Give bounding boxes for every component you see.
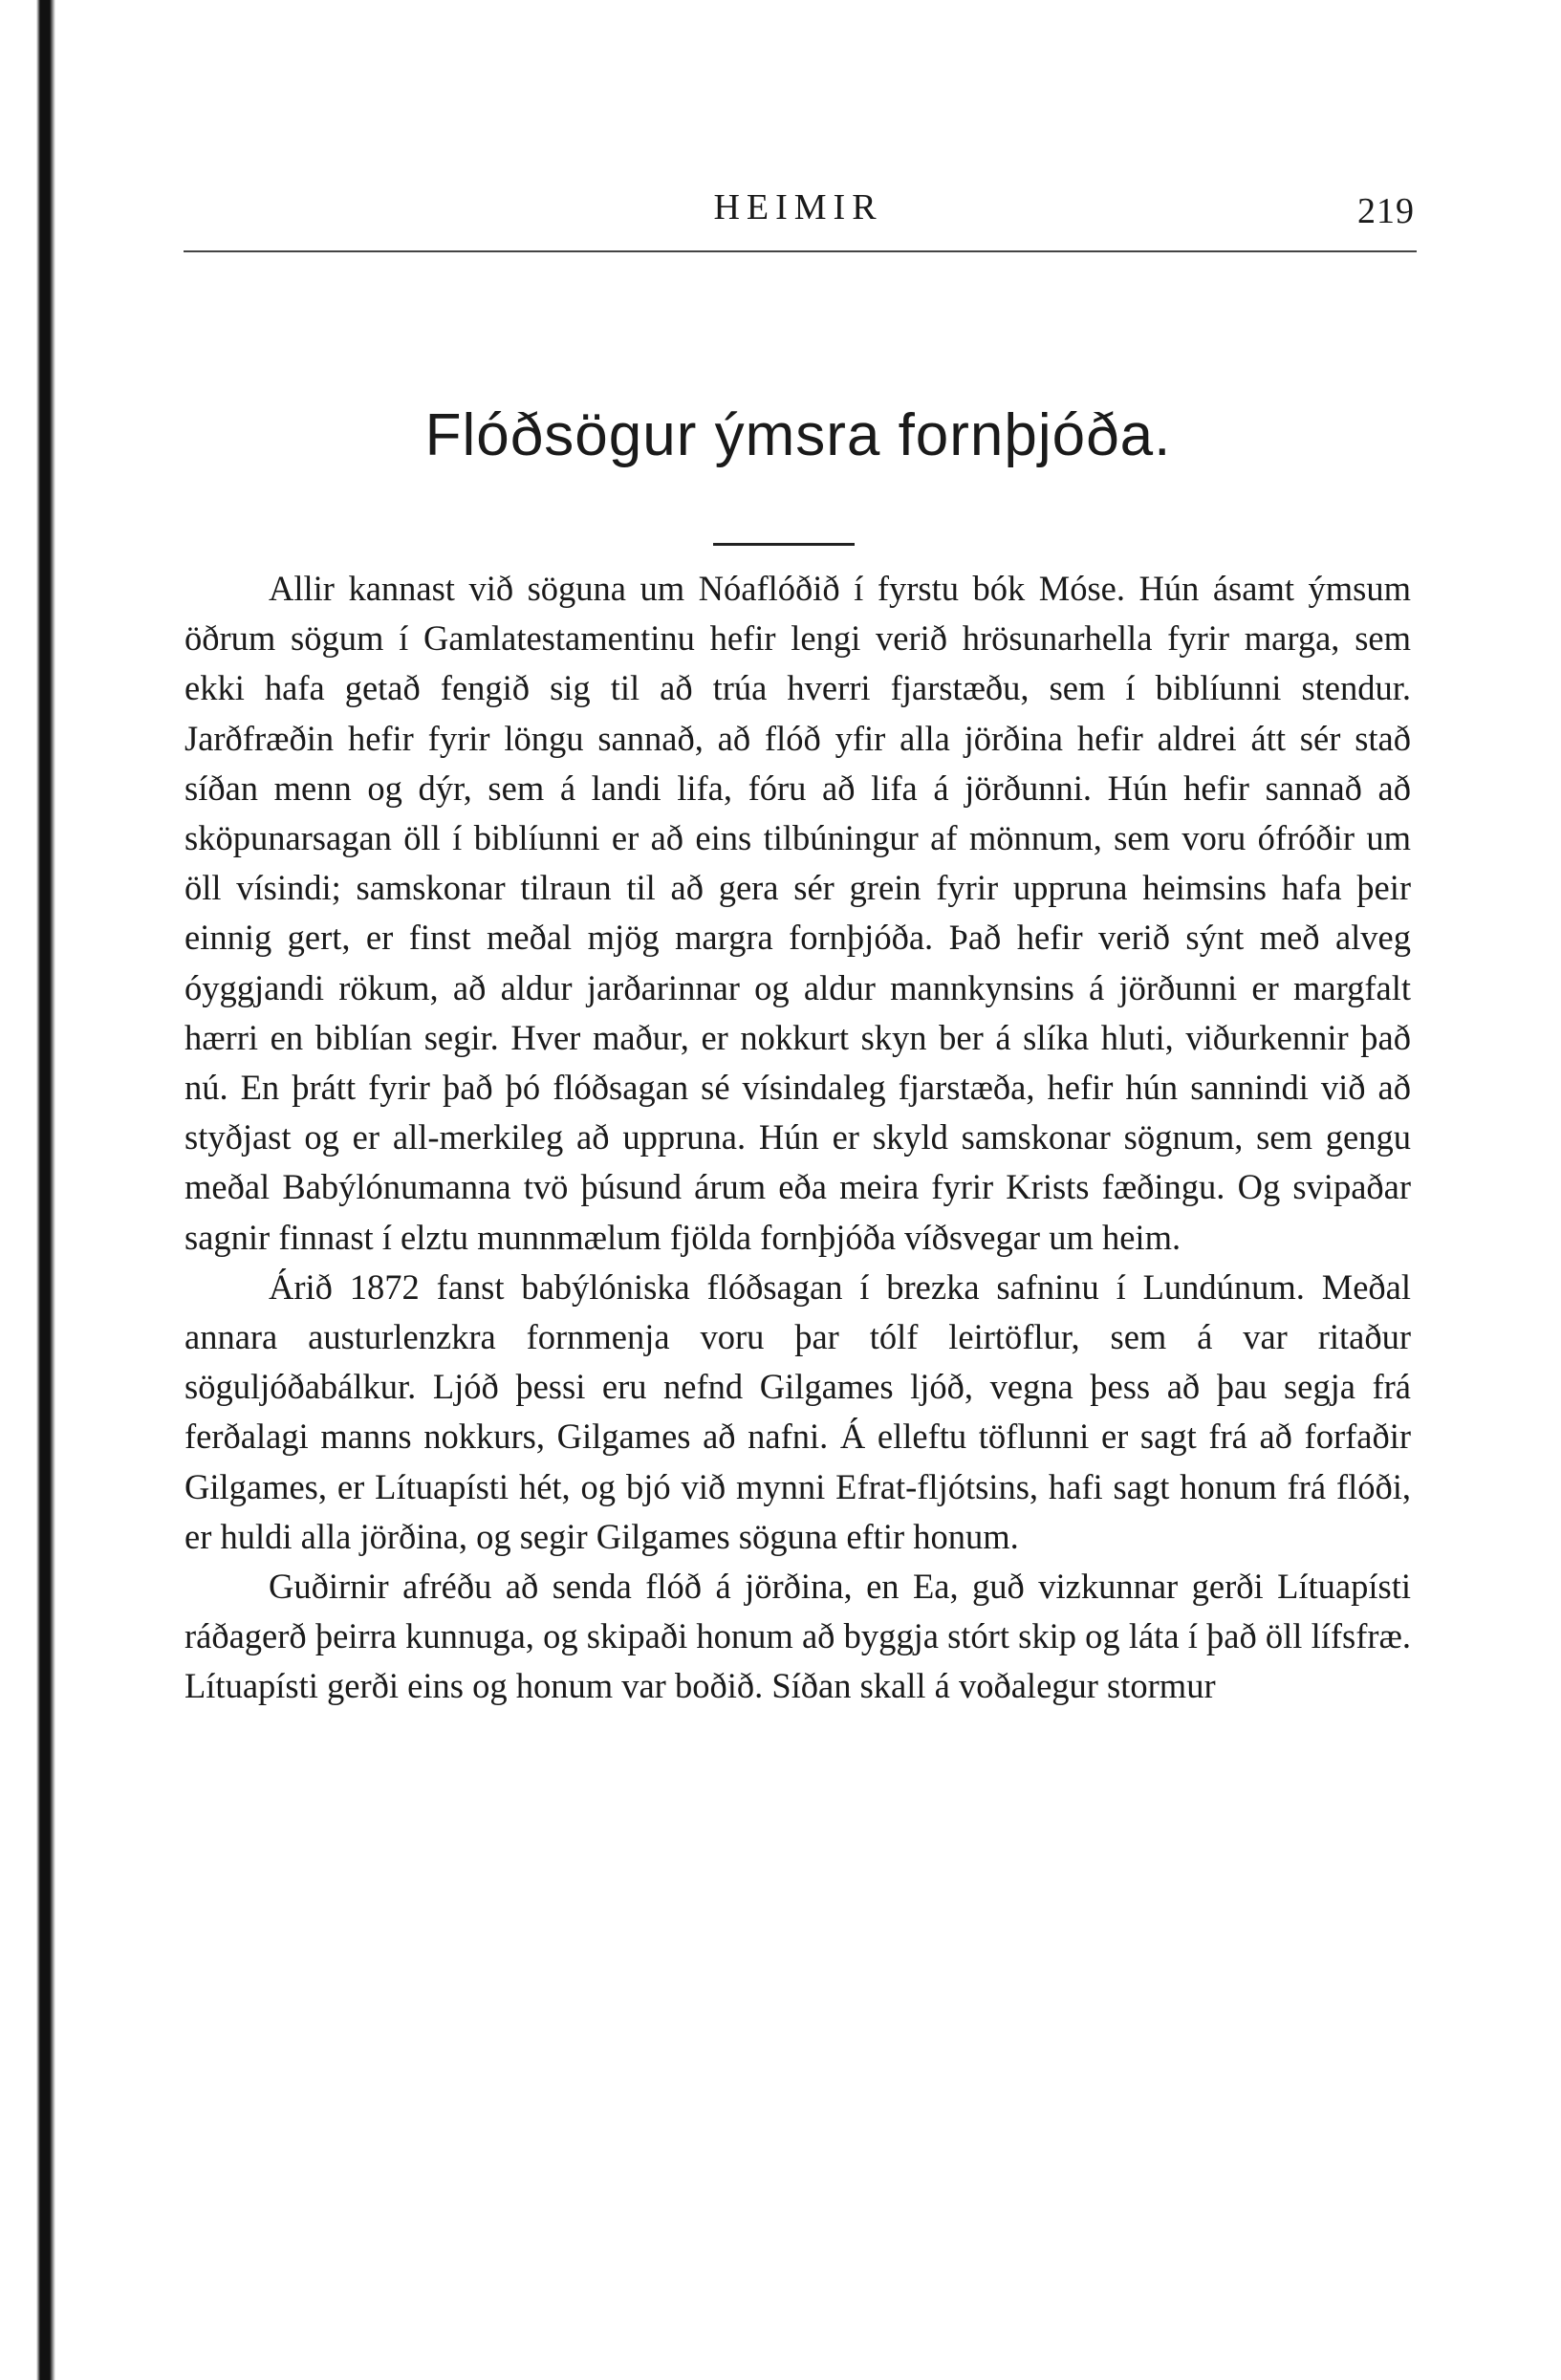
title-rule bbox=[713, 543, 855, 546]
paragraph: Árið 1872 fanst babýlóniska flóðsagan í brezka safninu í Lundúnum. Meðal annara austurlenzkra fornmenja voru þar tólf leirtöflur, sem á var ritaður söguljóðabálkur. Ljóð þessi eru nefnd Gilgames ljóð, vegna þess að þau segja frá ferðalagi manns nokkurs, Gilgames að nafni. Á elleftu töflunni er sagt frá að forfaðir Gilgames, er Lítuapísti hét, og bjó við mynni Efrat-fljótsins, hafi sagt honum frá flóði, er huldi alla jörðina, og segir Gilgames söguna eftir honum. bbox=[184, 1266, 1411, 1556]
article-body bbox=[184, 564, 1411, 1712]
paragraph: Guðirnir afréðu að senda flóð á jörðina, en Ea, guð vizkunnar gerði Lítuapísti ráðagerð þeirra kunnuga, og skipaði honum að byggja stórt skip og láta í það öll lífsfræ. Lítuapísti gerði eins og honum var boðið. Síðan skall á voðalegur stormur bbox=[184, 1567, 1411, 1706]
book-spine-shadow bbox=[0, 0, 59, 2380]
header-rule bbox=[184, 250, 1417, 252]
running-header bbox=[182, 186, 1415, 244]
article-title: Flóðsögur ýmsra fornþjóða. bbox=[424, 402, 1172, 468]
running-title: HEIMIR bbox=[713, 187, 883, 227]
paragraph: Allir kannast við söguna um Nóaflóðið í fyrstu bók Móse. Hún ásamt ýmsum öðrum sögum í Gamlatestamentinu hefir lengi verið hrösunarhella fyrir marga, sem ekki hafa getað fengið sig til að trúa hverri fjarstæðu, sem í biblíunni stendur. Jarðfræðin hefir fyrir löngu sannað, að flóð yfir alla jörðina hefir aldrei átt sér stað síðan menn og dýr, sem á landi lifa, fóru að lifa á jörðunni. Hún hefir sannað að sköpunarsagan öll í biblíunni er að eins tilbúningur af mönnum, sem voru ófróðir um öll vísindi; samskonar tilraun til að gera sér grein fyrir uppruna heimsins hafa þeir einnig gert, er finst meðal mjög margra fornþjóða. Það hefir verið sýnt með alveg óyggjandi rökum, að aldur jarðarinnar og aldur mannkynsins á jörðunni er margfalt hærri en biblían segir. Hver maður, er nokkurt skyn ber á slíka hluti, viðurkennir það nú. En þrátt fyrir það þó flóðsagan sé vísindaleg fjarstæða, hefir hún sannindi við að styðjast og er all-merkileg að uppruna. Hún er skyld samskonar sögnum, sem gengu meðal Babýlónumanna tvö þúsund árum eða meira fyrir Krists fæðingu. Og svipaðar sagnir finnast í elztu munnmælum fjölda fornþjóða víðsvegar um heim. bbox=[184, 569, 1411, 1257]
page-number: 219 bbox=[1357, 191, 1415, 231]
